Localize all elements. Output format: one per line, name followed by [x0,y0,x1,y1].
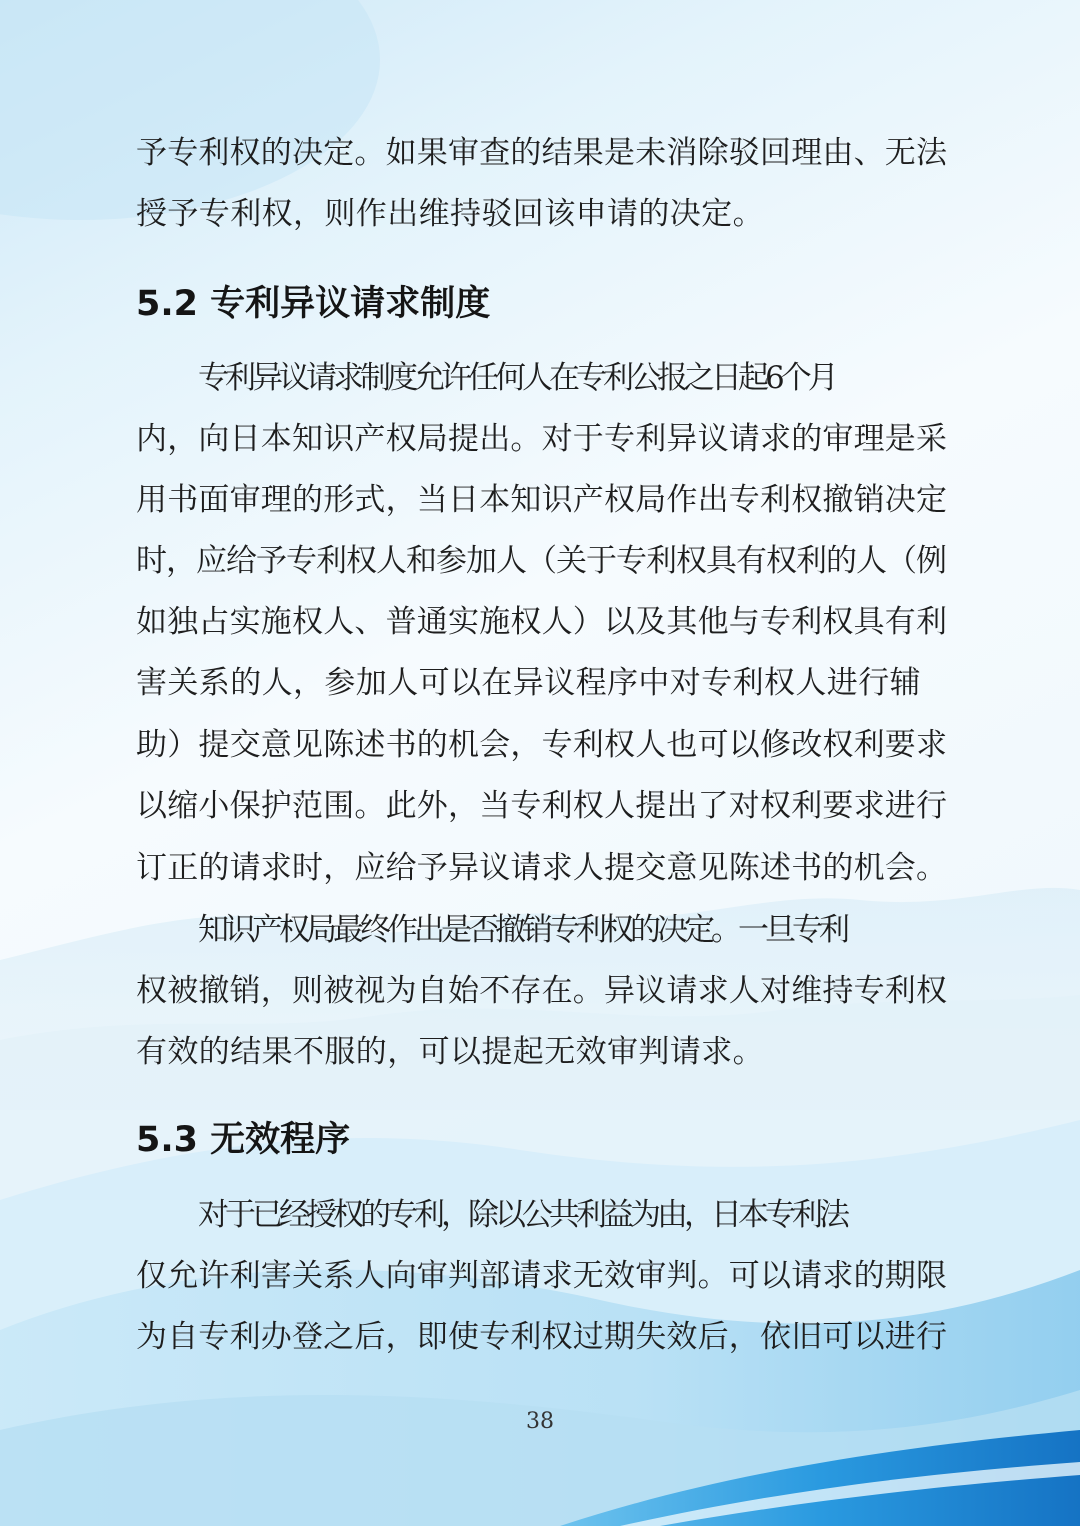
page-number: 38 [526,1409,554,1434]
paragraph-line: 知识产权局最终作出是否撤销专利权的决定。一旦专利 [198,912,846,948]
paragraph-line: 专利异议请求制度允许任何人在专利公报之日起6个月 [198,360,835,396]
paragraph-line: 对于已经授权的专利，除以公共利益为由，日本专利法 [198,1197,846,1233]
paragraph-line: 有效的结果不服的，可以提起无效审判请求。 [136,1034,764,1070]
paragraph-line: 助）提交意见陈述书的机会，专利权人也可以修改权利要求 [136,727,948,763]
paragraph-line: 权被撤销，则被视为自始不存在。异议请求人对维持专利权 [136,973,948,1009]
section-heading-5-2: 5.2 专利异议请求制度 [136,284,491,324]
paragraph-line: 予专利权的决定。如果审查的结果是未消除驳回理由、无法 [136,135,948,171]
paragraph-line: 仅允许利害关系人向审判部请求无效审判。可以请求的期限 [136,1258,948,1294]
paragraph-line: 授予专利权，则作出维持驳回该申请的决定。 [136,196,764,232]
paragraph-line: 害关系的人，参加人可以在异议程序中对专利权人进行辅 [136,665,921,701]
paragraph-line: 用书面审理的形式，当日本知识产权局作出专利权撤销决定 [136,482,948,518]
section-heading-5-3: 5.3 无效程序 [136,1120,351,1160]
paragraph-line: 以缩小保护范围。此外，当专利权人提出了对权利要求进行 [136,788,948,824]
paragraph-line: 订正的请求时，应给予异议请求人提交意见陈述书的机会。 [136,850,948,886]
paragraph-line: 内，向日本知识产权局提出。对于专利异议请求的审理是采 [136,421,948,457]
paragraph-line: 如独占实施权人、普通实施权人）以及其他与专利权具有利 [136,604,948,640]
paragraph-line: 时，应给予专利权人和参加人（关于专利权具有权利的人（例 [136,543,946,579]
paragraph-line: 为自专利办登之后，即使专利权过期失效后，依旧可以进行 [136,1319,948,1355]
